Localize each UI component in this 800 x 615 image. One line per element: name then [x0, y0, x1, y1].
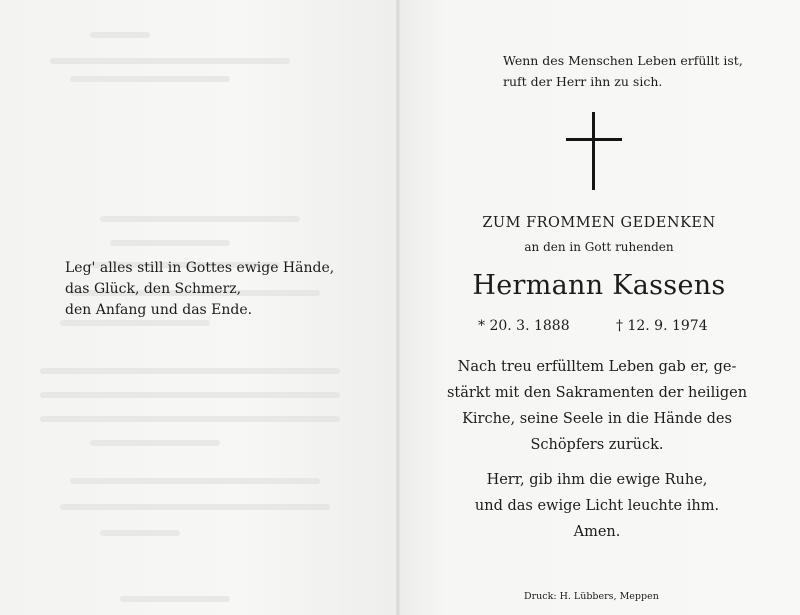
prayer-line: Herr, gib ihm die ewige Ruhe, [486, 472, 708, 488]
death-date: † 12. 9. 1974 [616, 318, 708, 334]
left-page [0, 0, 398, 615]
printer-credit: Druck: H. Lübbers, Meppen [524, 591, 659, 602]
prayer [420, 467, 774, 545]
prayer-line: und das ewige Licht leuchte ihm. [474, 498, 720, 514]
left-verse-line: Leg' alles still in Gottes ewige Hände, [65, 260, 335, 276]
obituary-text [420, 354, 774, 458]
right-verse [503, 50, 743, 92]
left-verse [65, 258, 334, 321]
right-verse-line: Wenn des Menschen Leben erfüllt ist, [503, 53, 743, 68]
right-verse-line: ruft der Herr ihn zu sich. [503, 74, 663, 89]
birth-date: * 20. 3. 1888 [478, 318, 570, 334]
memorial-heading: ZUM FROMMEN GEDENKEN [482, 215, 716, 231]
memorial-subheading: an den in Gott ruhenden [524, 240, 674, 254]
obituary-line: Nach treu erfülltem Leben gab er, ge- [457, 359, 737, 375]
obituary-line: Schöpfers zurück. [530, 437, 664, 453]
deceased-name: Hermann Kassens [472, 270, 726, 301]
obituary-line: Kirche, seine Seele in die Hände des [462, 411, 732, 427]
life-dates [478, 318, 738, 334]
prayer-line: Amen. [573, 524, 621, 540]
obituary-line: stärkt mit den Sakramenten der heiligen [446, 385, 748, 401]
left-verse-line: den Anfang und das Ende. [65, 302, 253, 318]
center-fold [396, 0, 400, 615]
left-verse-line: das Glück, den Schmerz, [65, 281, 242, 297]
cross-icon [566, 112, 622, 192]
